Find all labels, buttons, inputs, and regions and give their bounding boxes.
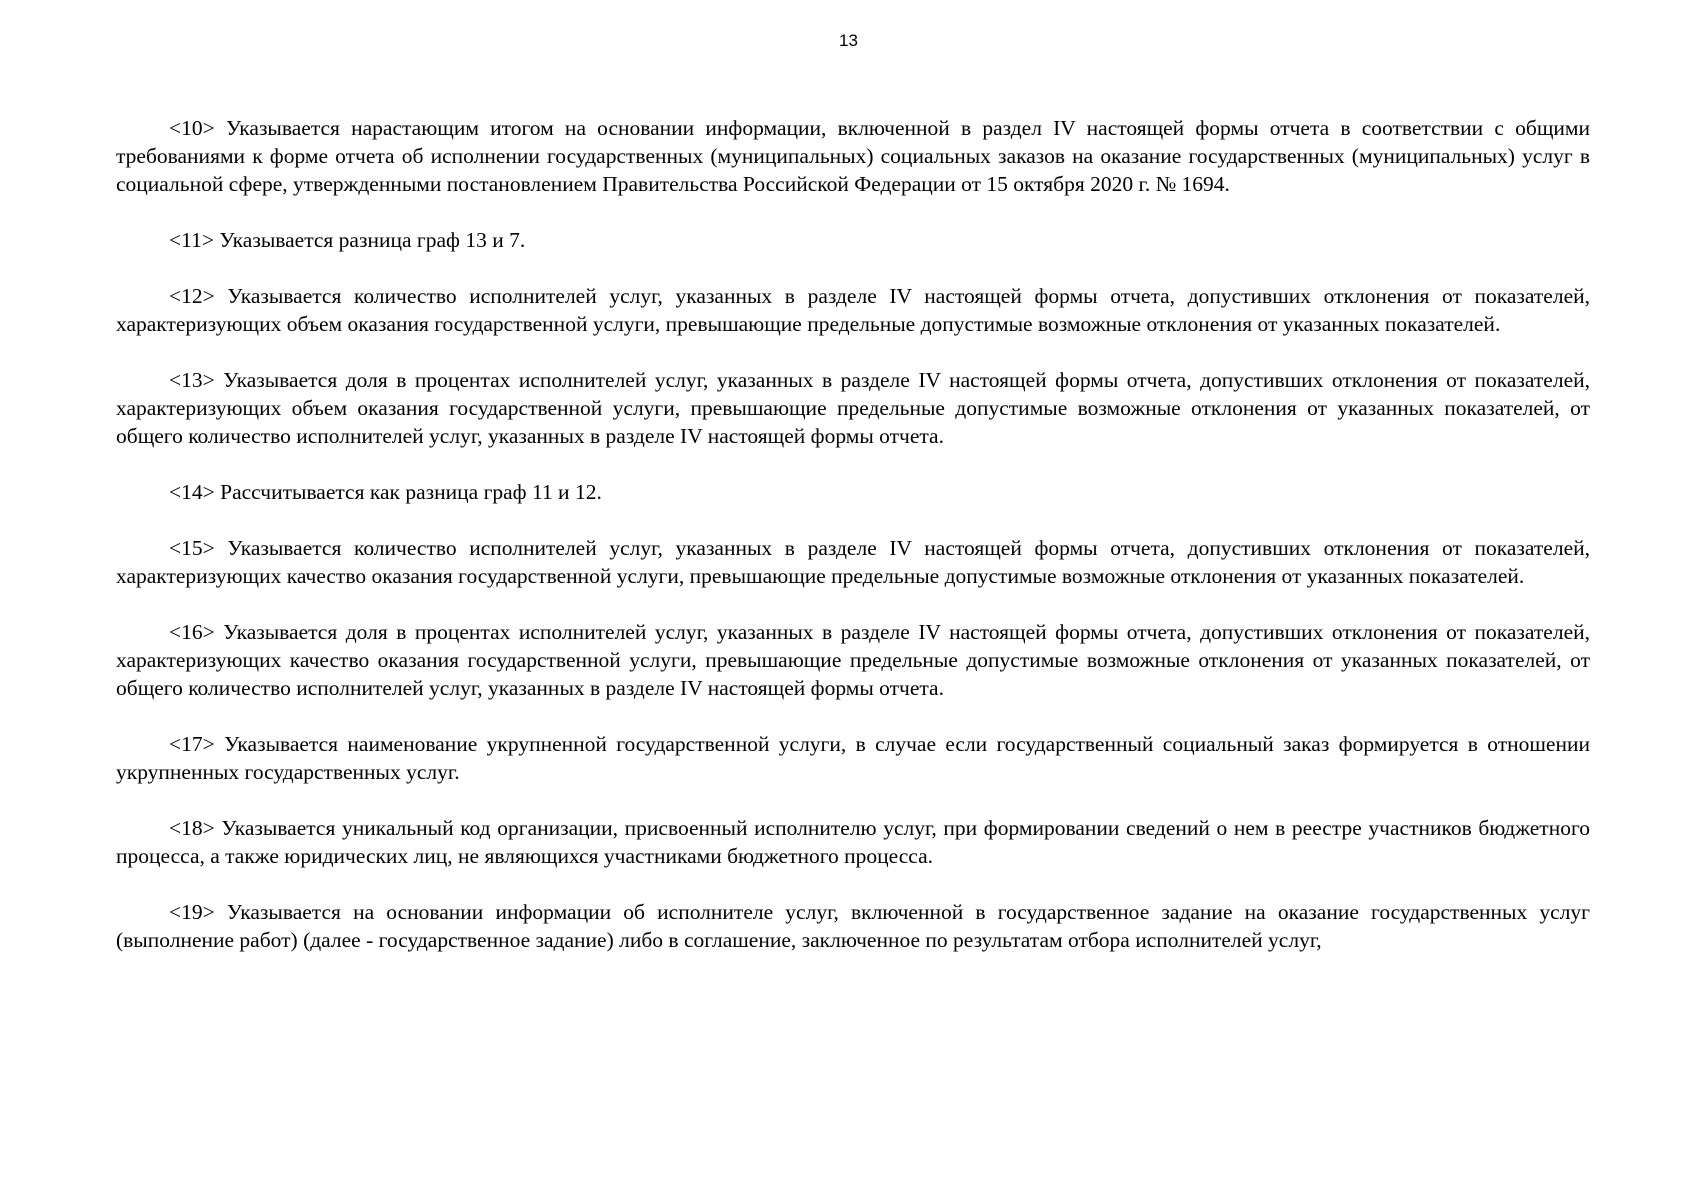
footnote-13: <13> Указывается доля в процентах исполнителей услуг, указанных в разделе IV настоящей формы отчета, допустивших отклонения от показателей, характеризующих объем оказания государственной услуги, превышающие предельные допустимые возможные отклонения от указанных показателей, от общего количество исполнителей услуг, указанных в разделе IV настоящей формы отчета. xyxy=(116,368,1590,448)
footnotes-list xyxy=(116,114,1590,954)
footnote-14: <14> Рассчитывается как разница граф 11 и 12. xyxy=(169,480,602,504)
footnote-18: <18> Указывается уникальный код организации, присвоенный исполнителю услуг, при формировании сведений о нем в реестре участников бюджетного процесса, а также юридических лиц, не являющихся участниками бюджетного процесса. xyxy=(116,816,1590,868)
footnote-17: <17> Указывается наименование укрупненной государственной услуги, в случае если государственный социальный заказ формируется в отношении укрупненных государственных услуг. xyxy=(116,732,1590,784)
footnote-16: <16> Указывается доля в процентах исполнителей услуг, указанных в разделе IV настоящей формы отчета, допустивших отклонения от показателей, характеризующих качество оказания государственной услуги, превышающие предельные допустимые возможные отклонения от указанных показателей, от общего количество исполнителей услуг, указанных в разделе IV настоящей формы отчета. xyxy=(116,620,1590,700)
footnote-12: <12> Указывается количество исполнителей услуг, указанных в разделе IV настоящей формы отчета, допустивших отклонения от показателей, характеризующих объем оказания государственной услуги, превышающие предельные допустимые возможные отклонения от указанных показателей. xyxy=(116,284,1590,336)
footnote-19: <19> Указывается на основании информации об исполнителе услуг, включенной в государственное задание на оказание государственных услуг (выполнение работ) (далее - государственное задание) либо в соглашение, заключенное по результатам отбора исполнителей услуг, xyxy=(116,900,1590,952)
footnote-15: <15> Указывается количество исполнителей услуг, указанных в разделе IV настоящей формы отчета, допустивших отклонения от показателей, характеризующих качество оказания государственной услуги, превышающие предельные допустимые возможные отклонения от указанных показателей. xyxy=(116,536,1590,588)
footnote-10: <10> Указывается нарастающим итогом на основании информации, включенной в раздел IV настоящей формы отчета в соответствии с общими требованиями к форме отчета об исполнении государственных (муниципальных) социальных заказов на оказание государственных (муниципальных) услуг в социальной сфере, утвержденными постановлением Правительства Российской Федерации от 15 октября 2020 г. № 1694. xyxy=(116,116,1590,196)
footnote-11: <11> Указывается разница граф 13 и 7. xyxy=(169,228,526,252)
page-number: 13 xyxy=(839,31,858,50)
